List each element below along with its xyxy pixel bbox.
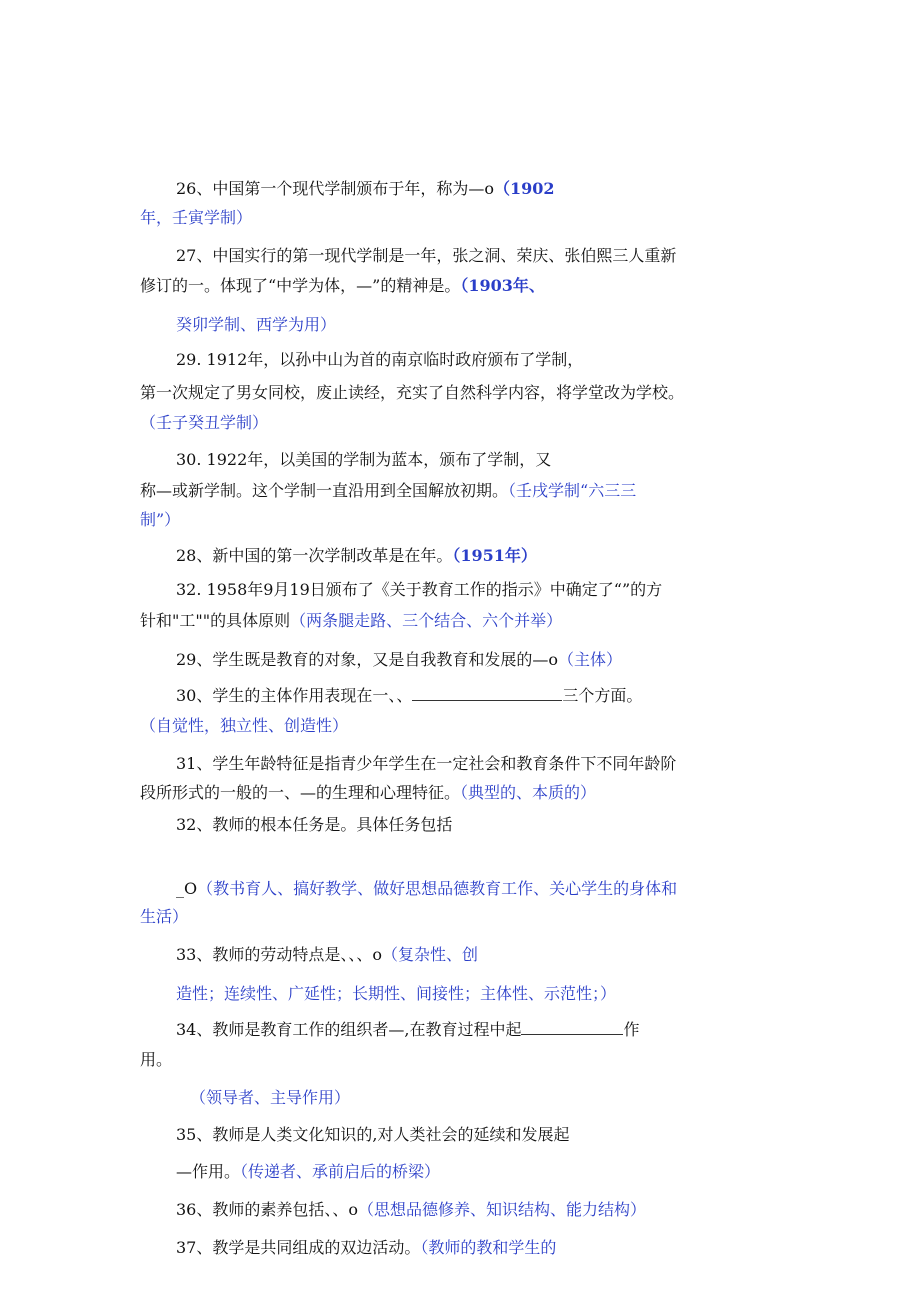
question-30-1922: 30. 1922年，以美国的学制为蓝本，颁布了学制，又 <box>176 450 552 469</box>
question-33 <box>176 945 478 965</box>
question-34 <box>176 1020 639 1040</box>
answer-text: （壬戌学制“六三三 <box>508 481 637 500</box>
question-31: 31、学生年龄特征是指青少年学生在一定社会和教育条件下不同年龄阶 <box>176 754 677 773</box>
question-text: 26、中国第一个现代学制颁布于年，称为—o <box>176 179 494 198</box>
question-text: 针和"工""的具体原则 <box>140 611 291 630</box>
question-29-1912: 29. 1912年，以孙中山为首的南京临时政府颁布了学制， <box>176 350 584 369</box>
question-text: 37、教学是共同组成的双边活动。 <box>176 1238 421 1257</box>
question-text: 30、学生的主体作用表现在一、、 <box>176 686 413 705</box>
question-37 <box>176 1238 556 1258</box>
answer-text: 制”） <box>140 510 181 529</box>
question-27-cont <box>140 276 545 296</box>
answer-text: （复杂性、创 <box>382 945 479 964</box>
question-30-1922-cont <box>140 481 636 501</box>
answer-text: （教书育人、搞好教学、做好思想品德教育工作、关心学生的身体和 <box>197 879 678 898</box>
answer-text: 年，壬寅学制） <box>140 208 253 227</box>
answer-text: （1951年） <box>452 546 537 565</box>
answer-text: （壬子癸丑学制） <box>140 413 269 432</box>
question-text: 作 <box>623 1020 640 1039</box>
answer-text: 造性；连续性、广延性；长期性、间接性；主体性、示范性；） <box>176 984 617 1003</box>
answer-text: （1902 <box>494 179 555 198</box>
question-35-cont <box>176 1162 440 1182</box>
question-32-teacher-cont <box>176 879 677 899</box>
answer-blank <box>412 700 562 701</box>
answer-text: （典型的、本质的） <box>460 783 597 802</box>
question-32-teacher: 32、教师的根本任务是。具体任务包括 <box>176 815 453 834</box>
answer-text: （1903年、 <box>460 276 545 295</box>
answer-text: （传递者、承前启后的桥梁） <box>240 1162 441 1181</box>
answer-blank <box>521 1034 623 1035</box>
question-text: 36、教师的素养包括、、o <box>176 1200 358 1219</box>
answer-text: （两条腿走路、三个结合、六个并举） <box>290 611 563 630</box>
question-32-1958: 32. 1958年9月19日颁布了《关于教育工作的指示》中确定了“”的方 <box>176 580 663 599</box>
answer-text: （主体） <box>558 650 623 669</box>
question-text: 三个方面。 <box>562 686 643 705</box>
answer-text: （领导者、主导作用） <box>190 1088 351 1107</box>
question-text: 段所形式的一般的一、—的生理和心理特征。 <box>140 783 461 802</box>
answer-text: 癸卯学制、西学为用） <box>176 315 337 334</box>
question-29-student <box>176 650 622 670</box>
answer-text: （自觉性，独立性、创造性） <box>140 716 349 735</box>
question-31-cont <box>140 783 596 803</box>
question-26 <box>176 179 555 199</box>
question-text: 称—或新学制。这个学制一直沿用到全国解放初期。 <box>140 481 509 500</box>
answer-text: 生活） <box>140 907 189 926</box>
question-28 <box>176 546 537 566</box>
question-text: —作用。 <box>176 1162 241 1181</box>
answer-text: （教师的教和学生的 <box>420 1238 557 1257</box>
question-36 <box>176 1200 646 1220</box>
question-32-1958-cont <box>140 611 562 631</box>
question-27: 27、中国实行的第一现代学制是一年，张之洞、荣庆、张伯熙三人重新 <box>176 246 677 265</box>
question-text: 33、教师的劳动特点是、、、o <box>176 945 382 964</box>
question-29-1912-cont: 第一次规定了男女同校，废止读经，充实了自然科学内容，将学堂改为学校。 <box>140 383 685 402</box>
question-35: 35、教师是人类文化知识的,对人类社会的延续和发展起 <box>176 1125 570 1144</box>
question-text: 29、学生既是教育的对象，又是自我教育和发展的—o <box>176 650 558 669</box>
question-text: 修订的一。体现了“中学为体，—”的精神是。 <box>140 276 461 295</box>
answer-text: （思想品德修养、知识结构、能力结构） <box>358 1200 647 1219</box>
question-text: _O <box>176 879 198 898</box>
question-34-cont: 用。 <box>140 1050 173 1069</box>
question-30-student <box>176 686 642 706</box>
question-text: 28、新中国的第一次学制改革是在年。 <box>176 546 453 565</box>
question-text: 34、教师是教育工作的组织者—,在教育过程中起 <box>176 1020 522 1039</box>
